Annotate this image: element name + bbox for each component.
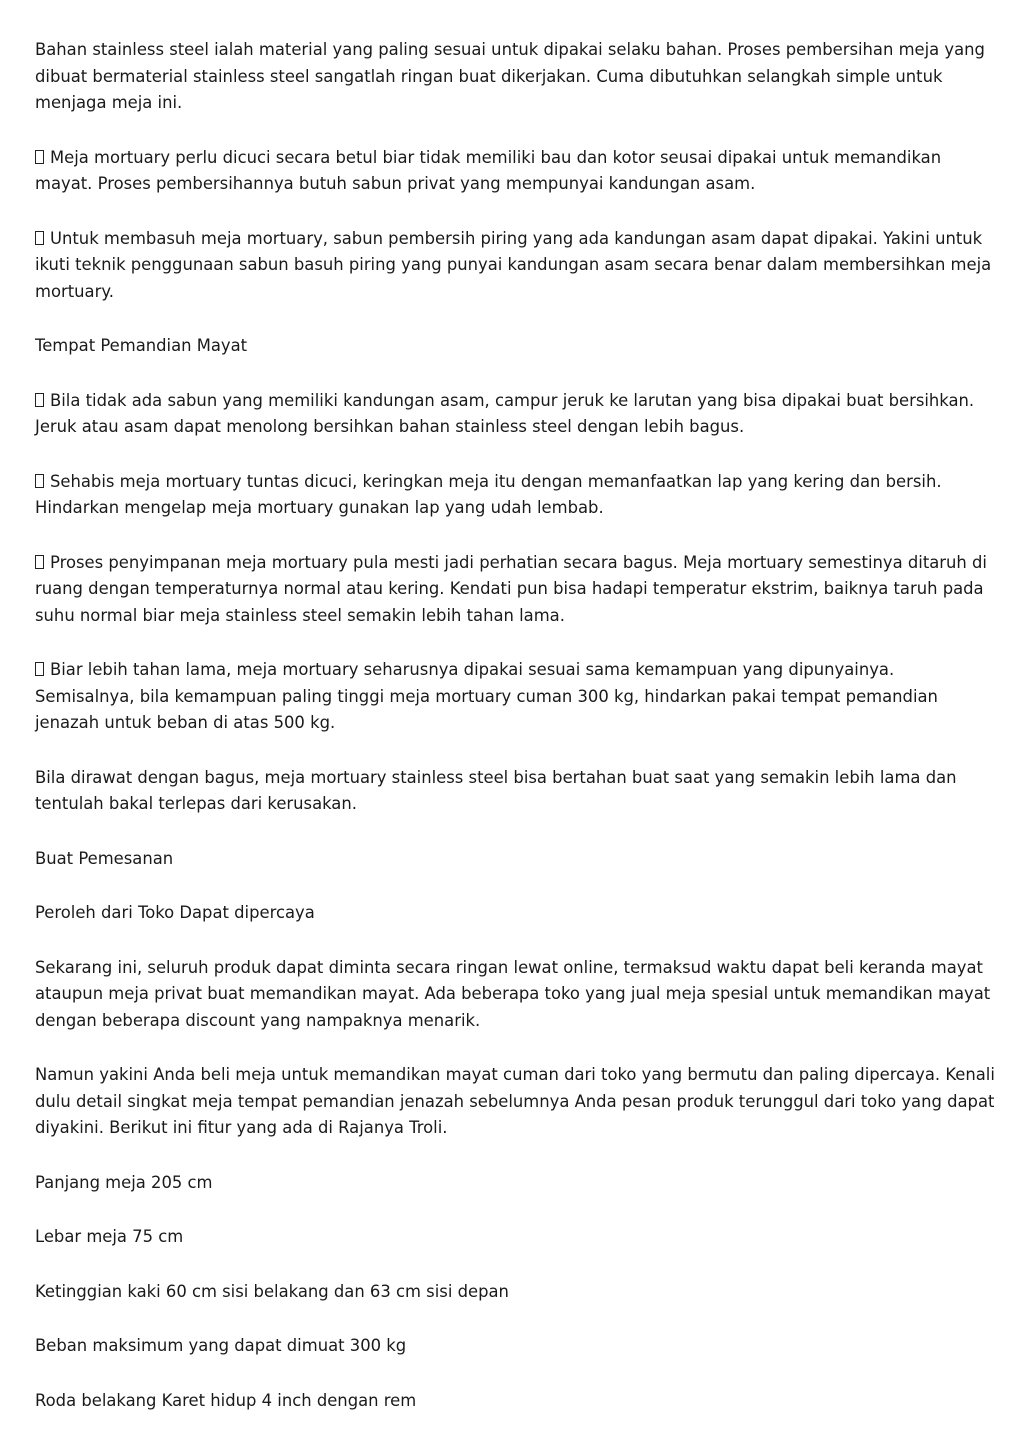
bullet-paragraph-capacity xyxy=(35,657,995,737)
section-heading-toko: Peroleh dari Toko Dapat dipercaya xyxy=(35,903,315,922)
bullet-text: Bila tidak ada sabun yang memiliki kandungan asam, campur jeruk ke larutan yang bisa dipakai buat bersihkan. Jeruk atau asam dapat menolong bersihkan bahan stainless steel dengan lebih bagus. xyxy=(35,390,975,436)
missing-glyph-bullet-icon xyxy=(35,393,44,407)
bullet-paragraph-soap xyxy=(35,226,995,306)
paragraph-trusted-store: Namun yakini Anda beli meja untuk memandikan mayat cuman dari toko yang bermutu dan paling dipercaya. Kenali dulu detail singkat meja tempat pemandian jenazah sebelumnya Anda pesan produk terunggul dari toko yang dapat diyakini. Berikut ini fitur yang ada di Rajanya Troli. xyxy=(35,1065,995,1137)
missing-glyph-bullet-icon xyxy=(35,231,44,245)
paragraph-online-purchase: Sekarang ini, seluruh produk dapat diminta secara ringan lewat online, termaksud waktu dapat beli keranda mayat ataupun meja privat buat memandikan mayat. Ada beberapa toko yang jual meja spesial untuk memandikan mayat dengan beberapa discount yang nampaknya menarik. xyxy=(35,957,991,1030)
bullet-text: Sehabis meja mortuary tuntas dicuci, keringkan meja itu dengan memanfaatkan lap yang kering dan bersih. Hindarkan mengelap meja mortuary gunakan lap yang udah lembab. xyxy=(35,471,942,517)
section-heading-pemesanan: Buat Pemesanan xyxy=(35,848,174,868)
document-body xyxy=(35,37,995,1442)
bullet-paragraph-cleaning xyxy=(35,145,995,198)
missing-glyph-bullet-icon xyxy=(35,474,44,488)
spec-width: Lebar meja 75 cm xyxy=(35,1227,184,1246)
bullet-paragraph-storage xyxy=(35,550,995,630)
spec-length: Panjang meja 205 cm xyxy=(35,1172,213,1192)
bullet-paragraph-citrus xyxy=(35,388,995,441)
spec-rear-wheels: Roda belakang Karet hidup 4 inch dengan rem xyxy=(35,1390,417,1410)
bullet-text: Biar lebih tahan lama, meja mortuary seharusnya dipakai sesuai sama kemampuan yang dipunyainya. Semisalnya, bila kemampuan paling tinggi meja mortuary cuman 300 kg, hindarkan pakai tempat pemandian jenazah untuk beban di atas 500 kg. xyxy=(35,660,938,732)
missing-glyph-bullet-icon xyxy=(35,662,44,676)
spec-max-load: Beban maksimum yang dapat dimuat 300 kg xyxy=(35,1336,407,1355)
missing-glyph-bullet-icon xyxy=(35,555,44,569)
missing-glyph-bullet-icon xyxy=(35,150,44,164)
bullet-paragraph-drying xyxy=(35,469,995,522)
bullet-text: Proses penyimpanan meja mortuary pula mesti jadi perhatian secara bagus. Meja mortuary semestinya ditaruh di ruang dengan temperaturnya normal atau kering. Kendati pun bisa hadapi temperatur ekstrim, baiknya taruh pada suhu normal biar meja stainless steel semakin lebih tahan lama. xyxy=(35,552,987,625)
bullet-text: Meja mortuary perlu dicuci secara betul biar tidak memiliki bau dan kotor seusai dipakai untuk memandikan mayat. Proses pembersihannya butuh sabun privat yang mempunyai kandungan asam. xyxy=(35,147,942,193)
bullet-text: Untuk membasuh meja mortuary, sabun pembersih piring yang ada kandungan asam dapat dipakai. Yakini untuk ikuti teknik penggunaan sabun basuh piring yang punyai kandungan asam secara benar dalam membersihkan meja mortuary. xyxy=(35,228,992,301)
section-heading-tempat-pemandian: Tempat Pemandian Mayat xyxy=(35,336,248,355)
paragraph-maintenance-summary: Bila dirawat dengan bagus, meja mortuary stainless steel bisa bertahan buat saat yang semakin lebih lama dan tentulah bakal terlepas dari kerusakan. xyxy=(35,767,957,813)
paragraph-intro: Bahan stainless steel ialah material yang paling sesuai untuk dipakai selaku bahan. Proses pembersihan meja yang dibuat bermaterial stainless steel sangatlah ringan buat dikerjakan. Cuma dibutuhkan selangkah simple untuk menjaga meja ini. xyxy=(35,40,985,112)
spec-leg-height: Ketinggian kaki 60 cm sisi belakang dan 63 cm sisi depan xyxy=(35,1281,509,1301)
